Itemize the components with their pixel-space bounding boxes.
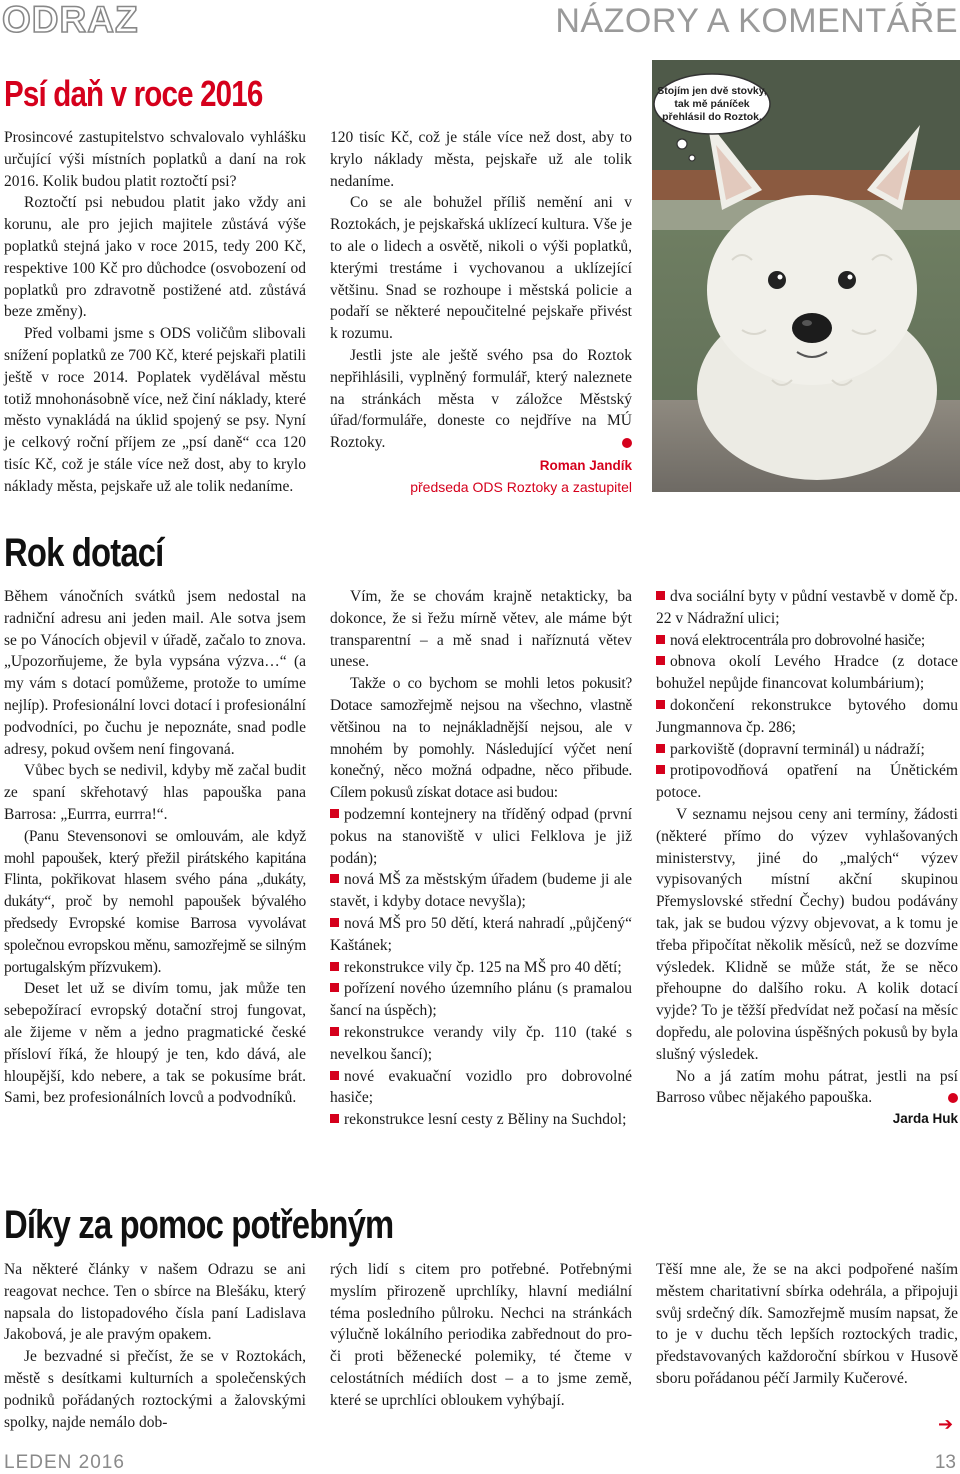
issue-date: LEDEN 2016 xyxy=(4,1452,125,1473)
list-item: nové evakuační vozidlo pro dobrovolné hasiče; xyxy=(330,1067,632,1107)
svg-text:tak mě páníček: tak mě páníček xyxy=(674,98,750,110)
article1-col1 xyxy=(4,127,307,495)
red-square-icon xyxy=(656,656,665,665)
red-square-icon xyxy=(330,874,339,883)
page-number: 13 xyxy=(934,1452,956,1473)
list-item: obnova okolí Levého Hradce (z dotace bohužel nepůjde financovat kolumbárium); xyxy=(656,653,958,693)
red-square-icon xyxy=(656,700,665,709)
header-logo: ODRAZ xyxy=(2,0,139,40)
red-square-icon xyxy=(330,983,339,992)
list-item: dva sociální byty v půdní vestavbě v domě čp. 22 v Nádražní ulici; xyxy=(656,588,958,627)
svg-text:přehlásil do Roztok.: přehlásil do Roztok. xyxy=(662,111,762,123)
article2-paragraph: (Panu Stevensonovi se omlouvám, ale když mohl papoušek, který přežil pirátského kapitána Flinta, pokřikovat hlasem svého pána „dukáty, dukáty“, proč by nemohl papoušek bývalého předsedy Evropské komise Barrosa vyvolávat společnou evropskou měnu, samozřejmě se silným portugalským přízvukem). xyxy=(4,827,306,976)
article2-paragraph: Vím, že se chovám krajně netakticky, ba dokonce, že si řežu mírně větev, ale máme být transparentní – a mě snad i naříznutá větev unese. xyxy=(330,588,632,671)
article1-paragraph: Před volbami jsme s ODS voličům slibovali snížení poplatků ze 700 Kč, které pejskaři platili ještě v roce 2014. Poplatek vydělával městu totiž mnohonásobně více, než činí náklady, které město vynakládá na úklid spojený se psy. Nyní je celkový roční příjem ze „psí daně“ cca 120 tisíc Kč, což je stále více než dost, aby to krylo náklady města, pejskaře už ale tolik nedaníme. xyxy=(4,325,307,495)
article3-col2 xyxy=(330,1259,632,1412)
article3-paragraph: rých lidí s citem pro potřebné. Potřebnými myslím přirozeně uprchlíky, hlavní mediální téma posledního půlroku. Nechci na stránkách výlučně lokálního periodika zabřednout do pro- či proti běženecké polemiky, té čteme v celostátních médiích dost – a to jsme země, které se uprchlíci obloukem vyhýbají. xyxy=(330,1261,632,1409)
red-square-icon xyxy=(330,918,339,927)
article1-author-role: předseda ODS Roztoky a zastupitel xyxy=(410,478,632,495)
list-item: parkoviště (dopravní terminál) u nádraží; xyxy=(656,739,958,761)
article3-paragraph: Je bezvadné si přečíst, že se v Roztokách, městě s desítkami kulturních a společenských podniků pořádaných roztockými a žalovskými spolky, najde nemálo dob- xyxy=(4,1348,306,1431)
article3-paragraph: Na některé články v našem Odrazu se ani reagovat nechce. Ten o sbírce na Blešáku, který napsala do listopadového čísla paní Ladislava Jakobová, je ale pravým opakem. xyxy=(4,1261,306,1344)
end-dot-icon xyxy=(948,1093,958,1103)
list-item: podzemní kontejnery na tříděný odpad (první pokus na stanoviště v ulici Felklova je již podán); xyxy=(330,805,632,867)
list-item: dokončení rekonstrukce bytového domu Jungmannova čp. 286; xyxy=(656,696,958,736)
dog-illustration xyxy=(652,60,960,492)
article2-col1 xyxy=(4,586,306,1109)
article1-lead: Prosincové zastupitelstvo schvalovalo vyhlášku určující výši místních poplatků a daní na rok 2016. Kolik budou platit roztočtí psi? xyxy=(4,129,306,190)
red-square-icon xyxy=(330,809,339,818)
article2-paragraph: Vůbec bych se nedivil, kdyby mě začal budit ze spaní skřehotavý hlas papouška pana Barrosa: „Eurrra, eurrra!“. xyxy=(4,762,306,823)
section-title: NÁZORY A KOMENTÁŘE xyxy=(555,2,958,40)
red-square-icon xyxy=(656,591,665,600)
red-square-icon xyxy=(330,962,339,971)
list-item: nová elektrocentrála pro dobrovolné hasiče; xyxy=(656,630,958,652)
article2-col2 xyxy=(330,586,632,1131)
dog-photo xyxy=(652,60,960,492)
article1-paragraph-cont: 120 tisíc Kč, což je stále více než dost, aby to krylo náklady města, pejskaře už ale tolik nedaníme. xyxy=(330,129,632,190)
red-square-icon xyxy=(330,1114,339,1123)
article2-paragraph: Takže o co bychom se mohli letos pokusit? Dotace samozřejmě nejsou na všechno, vlastně většinou na to nejnákladnější nejsou, ale v mnohém by pomohly. Následující výčet není konečný, něco možná odpadne, něco přibude. Cílem pokusů získat dotace asi budou: xyxy=(330,675,632,802)
svg-text:Stojím jen dvě stovky,: Stojím jen dvě stovky, xyxy=(657,85,767,97)
list-item: nová MŠ pro 50 dětí, která nahradí „půjčený“ Kaštánek; xyxy=(330,914,632,954)
red-square-icon xyxy=(330,1071,339,1080)
article1-title: Psí daň v roce 2016 xyxy=(4,73,263,114)
article3-paragraph: Těší mne ale, že se na akci podpořené naším městem charitativní sbírka odehrála, a připojuji svůj srdečný dík. Samozřejmě musím napsat, že to je v duchu těch lepších roztockých tradic, představovaných každoroční sbírkou v Husově sboru pořádanou péčí Jarmily Kučerové. xyxy=(656,1261,958,1387)
article2-paragraph: Během vánočních svátků jsem nedostal na radniční adresu ani jeden mail. Ale sotva jsem se po Vánocích objevil v úřadě, začalo to znova. „Upozorňujeme, že byla vypsána výzva…“ (a my vám s dotací pomůžeme, protože to umíme nejlíp). Profesionální lovci dotací i profesionální podvodníci, po čuchu je nepoznáte, snad podle adresy, pokud ovšem není fingovaná. xyxy=(4,588,306,758)
article3-col3 xyxy=(656,1259,958,1390)
article2-title: Rok dotací xyxy=(4,531,164,575)
article1-author: Roman Jandík xyxy=(539,457,632,473)
article3-col1 xyxy=(4,1259,306,1433)
article1-paragraph: Co se ale bohužel příliš nemění ani v Roztokách, je pejskařská uklízecí kultura. Vše je to ale o lidech a osvětě, nikoli o výši poplatků, kterými trestáme i vychovanou a uklízející většinu. Snad se rozhoupe i městská policie a podaří se některé nepoučitelné pejskaře přivést k rozumu. xyxy=(330,194,632,343)
list-item: rekonstrukce lesní cesty z Běliny na Suchdol; xyxy=(330,1109,632,1131)
article1-col2 xyxy=(330,127,632,498)
article2-paragraph: V seznamu nejsou ceny ani termíny, žádosti (některé přímo do výzev vyhlašovaných ministerstvy, jiné do „malých“ výzev vypisovaných místní akční skupinou Přemyslovské střední Čechy) budou podávány tak, jak se budou výzvy objevovat, a k tomu je třeba připočítat několik měsíců, než se dozvíme výsledek. Klidně se může stát, že se něco přehoupne do dalšího roku. A kolik dotací vyjde? To je těžší předvídat než počasí na měsíc dopředu, ale polovina úspěšných pokusů by byla slušný výsledek. xyxy=(656,805,958,1063)
red-square-icon xyxy=(656,765,665,774)
article1-paragraph: Roztočtí psi nebudou platit jako vždy ani korunu, ale pro jejich majitele zůstává výše poplatků stejná jako v roce 2015, tedy 200 Kč, respektive 100 Kč pro důchodce (osvobození od poplatků pro zdravotně postižené atd. zůstává beze změny). xyxy=(4,194,306,321)
article2-paragraph: Deset let už se divím tomu, jak může ten sebepožírací evropský dotační stroj fungovat, ale žijeme v něm a jedno pragmatické české přísloví říká, že hloupý je ten, kdo dává, ale hloupější, kdo nebere, a tak se pokusíme brát. Sami, bez profesionálních lovců a podvodníků. xyxy=(4,980,306,1107)
article2-col3 xyxy=(656,586,958,1129)
end-dot-icon xyxy=(622,438,632,448)
list-item: pořízení nového územního plánu (s pramalou šancí na úspěch); xyxy=(330,980,632,1020)
arrow-right-icon: ➔ xyxy=(938,1414,954,1435)
list-item: protipovodňová opatření na Únětickém potoce. xyxy=(656,762,958,802)
red-square-icon xyxy=(656,635,665,644)
article1-paragraph: Jestli jste ale ještě svého psa do Roztok nepřihlásili, vyplněný formulář, který naleznete na stránkách města v záložce Městský úřad/formuláře, doneste co nejdříve na MÚ Roztoky. xyxy=(330,346,632,452)
list-item: nová MŠ za městským úřadem (budeme ji ale stavět, i kdyby dotace nevyšla); xyxy=(330,871,632,911)
article3-title: Díky za pomoc potřebným xyxy=(4,1203,394,1247)
list-item: rekonstrukce verandy vily čp. 110 (také s nevelkou šancí); xyxy=(330,1023,632,1063)
article2-author: Jarda Huk xyxy=(892,1111,958,1127)
red-square-icon xyxy=(330,1027,339,1036)
red-square-icon xyxy=(656,744,665,753)
list-item: rekonstrukce vily čp. 125 na MŠ pro 40 dětí; xyxy=(330,957,632,979)
article2-paragraph: No a já zatím mohu pátrat, jestli na psí Barroso vůbec nějakého papouška. xyxy=(656,1067,958,1107)
